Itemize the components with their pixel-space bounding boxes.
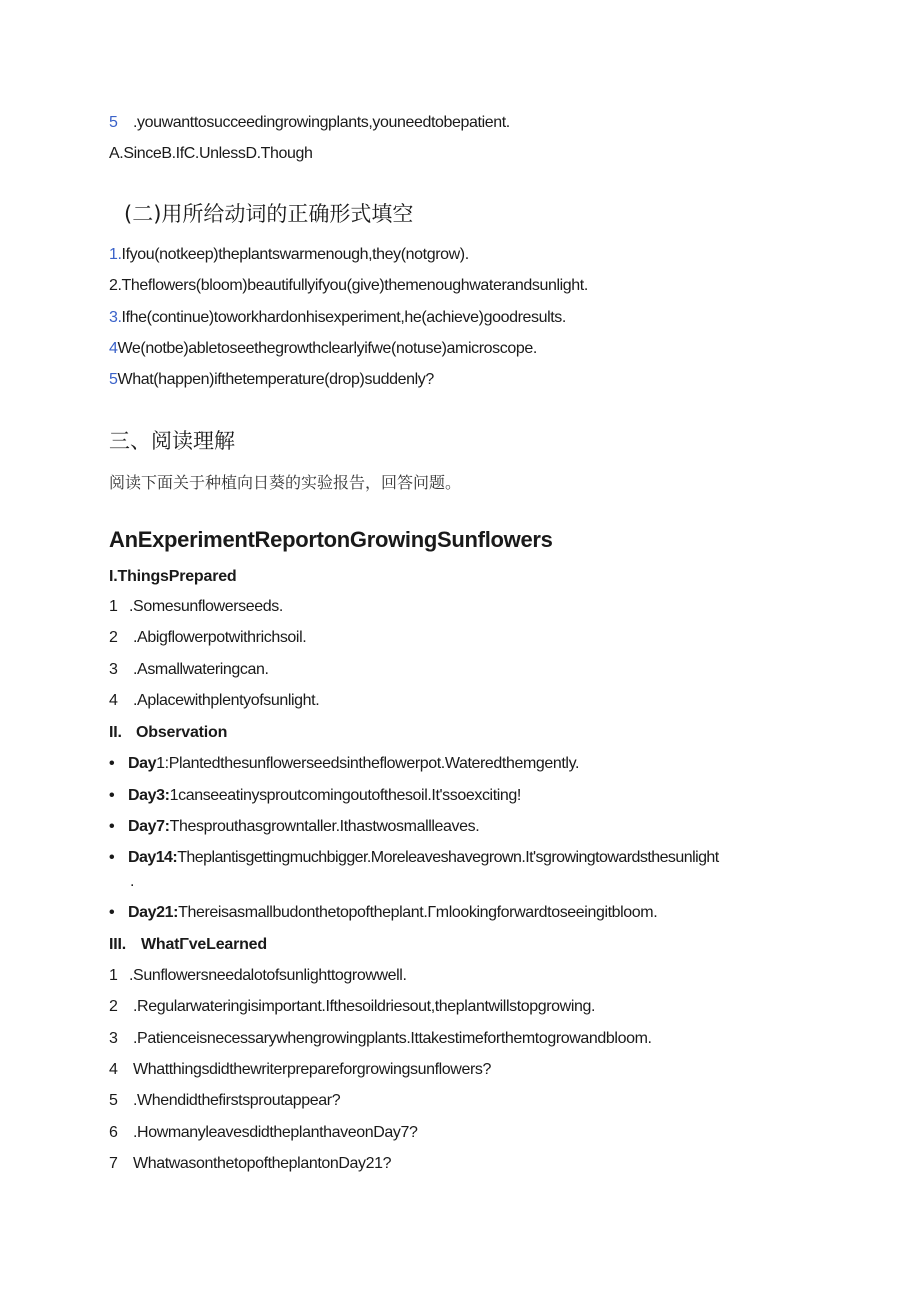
observation-day: Day bbox=[128, 755, 157, 772]
bullet-icon: • bbox=[109, 849, 115, 866]
fill-item-text: What(happen)ifthetemperature(drop)suddenly? bbox=[117, 371, 434, 388]
question-number: 5 bbox=[109, 1092, 118, 1109]
learned-item-text: .Patienceisnecessarywhengrowingplants.Ittakestimeforthemtogrowandbloom. bbox=[133, 1030, 652, 1047]
observation-heading bbox=[109, 723, 227, 743]
things-item-text: .Aplacewithplentyofsunlight. bbox=[133, 692, 320, 709]
fill-item-number: 3. bbox=[109, 309, 122, 326]
fill-item-number: 2. bbox=[109, 277, 122, 294]
question-number: 4 bbox=[109, 1061, 118, 1078]
question-number: 7 bbox=[109, 1155, 118, 1172]
observation-text: Thereisasmallbudonthetopoftheplant.Γmlookingforwardtoseeingitbloom. bbox=[178, 904, 658, 921]
question-number: 6 bbox=[109, 1124, 118, 1141]
fill-item bbox=[109, 308, 566, 328]
things-item bbox=[109, 628, 306, 648]
learned-item-text: .Sunflowersneedalotofsunlighttogrowwell. bbox=[129, 967, 407, 984]
observation-item bbox=[109, 754, 579, 774]
learned-item bbox=[109, 966, 407, 986]
fill-item bbox=[109, 370, 434, 390]
fill-item bbox=[109, 245, 469, 265]
mc-question-number: 5 bbox=[109, 114, 118, 131]
learned-heading bbox=[109, 935, 267, 955]
bullet-icon: • bbox=[109, 787, 115, 804]
observation-item bbox=[109, 817, 479, 837]
observation-day: Day21: bbox=[128, 904, 179, 921]
fill-item-text: We(notbe)abletoseethegrowthclearlyifwe(notuse)amicroscope. bbox=[117, 340, 537, 357]
observation-roman: II. bbox=[109, 724, 122, 741]
question-text: Whatthingsdidthewriterprepareforgrowingsunflowers? bbox=[133, 1061, 491, 1078]
observation-text: 1canseeatinysproutcomingoutofthesoil.It'ssoexciting! bbox=[169, 787, 521, 804]
report-title: AnExperimentReportonGrowingSunflowers bbox=[109, 527, 553, 552]
observation-text: Thesprouthasgrowntaller.Ithastwosmallleaves. bbox=[169, 818, 480, 835]
fill-item-number: 1. bbox=[109, 246, 122, 263]
observation-day: Day14: bbox=[128, 849, 178, 866]
things-item-text: .Asmallwateringcan. bbox=[133, 661, 269, 678]
mc-options: A.SinceB.IfC.UnlessD.Though bbox=[109, 145, 313, 162]
observation-day: Day7: bbox=[128, 818, 170, 835]
things-item-number: 3 bbox=[109, 661, 118, 678]
question-item bbox=[109, 1060, 491, 1080]
fill-item-text: Ifyou(notkeep)theplantswarmenough,they(notgrow). bbox=[121, 246, 469, 263]
fill-item bbox=[109, 339, 537, 359]
things-heading: I.ThingsPrepared bbox=[109, 568, 237, 585]
learned-item bbox=[109, 997, 595, 1017]
section-reading-heading: 三、阅读理解 bbox=[109, 429, 235, 453]
things-item-number: 2 bbox=[109, 629, 118, 646]
bullet-icon: • bbox=[109, 818, 115, 835]
learned-item-number: 1 bbox=[109, 967, 118, 984]
observation-continuation: . bbox=[130, 873, 135, 890]
observation-day: Day3: bbox=[128, 787, 170, 804]
learned-item-number: 3 bbox=[109, 1030, 118, 1047]
fill-item bbox=[109, 276, 588, 296]
observation-item bbox=[109, 786, 521, 806]
things-item bbox=[109, 660, 269, 680]
question-text: .Whendidthefirstsproutappear? bbox=[133, 1092, 341, 1109]
things-item bbox=[109, 691, 319, 711]
observation-item bbox=[109, 848, 719, 868]
fill-item-text: Ifhe(continue)toworkhardonhisexperiment,he(achieve)goodresults. bbox=[121, 309, 566, 326]
bullet-icon: • bbox=[109, 755, 115, 772]
mc-question-text: .youwanttosucceedingrowingplants,youneedtobepatient. bbox=[133, 114, 510, 131]
question-item bbox=[109, 1091, 340, 1111]
things-item bbox=[109, 597, 283, 617]
bullet-icon: • bbox=[109, 904, 115, 921]
learned-title: WhatΓveLearned bbox=[141, 936, 267, 953]
reading-intro: 阅读下面关于种植向日葵的实验报告，回答问题。 bbox=[109, 473, 462, 492]
learned-item bbox=[109, 1029, 652, 1049]
fill-item-text: Theflowers(bloom)beautifullyifyou(give)themenoughwaterandsunlight. bbox=[121, 277, 588, 294]
question-text: WhatwasonthetopoftheplantonDay21? bbox=[133, 1155, 392, 1172]
observation-item bbox=[109, 903, 657, 923]
things-item-text: .Abigflowerpotwithrichsoil. bbox=[133, 629, 307, 646]
question-text: .HowmanyleavesdidtheplanthaveonDay7? bbox=[133, 1124, 418, 1141]
fill-item-number: 4 bbox=[109, 340, 118, 357]
learned-item-text: .Regularwateringisimportant.Ifthesoildriesout,theplantwillstopgrowing. bbox=[133, 998, 596, 1015]
learned-roman: III. bbox=[109, 936, 126, 953]
fill-item-number: 5 bbox=[109, 371, 118, 388]
question-item bbox=[109, 1154, 391, 1174]
things-item-number: 1 bbox=[109, 598, 118, 615]
things-item-number: 4 bbox=[109, 692, 118, 709]
observation-title: Observation bbox=[136, 724, 228, 741]
question-item bbox=[109, 1123, 417, 1143]
observation-text: Theplantisgettingmuchbigger.Moreleaveshavegrown.It'sgrowingtowardsthesunlight bbox=[177, 849, 719, 866]
things-item-text: .Somesunflowerseeds. bbox=[129, 598, 283, 615]
learned-item-number: 2 bbox=[109, 998, 118, 1015]
observation-text: 1:Plantedthesunflowerseedsintheflowerpot.Wateredthemgently. bbox=[156, 755, 580, 772]
section-fill-heading: (二)用所给动词的正确形式填空 bbox=[124, 202, 414, 226]
mc-question bbox=[109, 113, 510, 133]
